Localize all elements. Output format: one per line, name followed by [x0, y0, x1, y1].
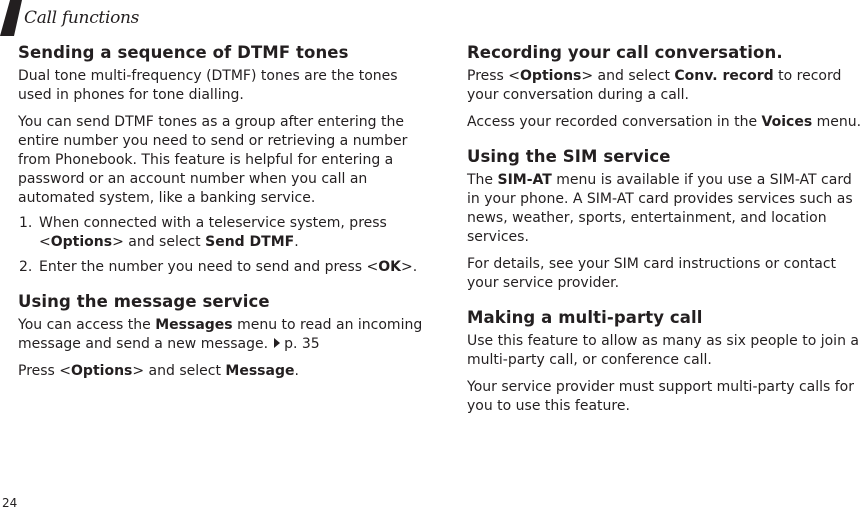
menu-message: Message — [225, 363, 295, 379]
message-text: You can access the — [18, 317, 156, 333]
menu-send-dtmf: Send DTMF — [205, 234, 295, 250]
message-text: > and select — [132, 363, 226, 379]
heading-dtmf: Sending a sequence of DTMF tones — [18, 43, 349, 62]
record-paragraph-2 — [467, 113, 867, 132]
heading-message-service: Using the message service — [18, 292, 270, 311]
sim-text: menu is available if you use a SIM-AT card in your phone. A SIM-AT card provides services such as news, weather, sports, entertainment, and location services. — [467, 172, 853, 245]
page-reference-arrow-icon — [274, 338, 280, 348]
sim-paragraph-2: For details, see your SIM card instructions or contact your service provider. — [467, 256, 837, 291]
softkey-ok: OK — [378, 259, 402, 275]
dtmf-paragraph-2: You can send DTMF tones as a group after entering the entire number you need to send or retrieving a number from Phonebook. This feature is helpful for entering a password or an account number when you call an automated system, like a banking service. — [18, 114, 408, 206]
message-paragraph-1 — [18, 316, 428, 354]
record-text: > and select — [581, 68, 675, 84]
message-text: . — [294, 363, 299, 379]
page-reference: p. 35 — [284, 336, 320, 352]
record-paragraph-1 — [467, 67, 867, 105]
menu-voices: Voices — [761, 114, 813, 130]
menu-sim-at: SIM-AT — [497, 172, 552, 188]
menu-conv-record: Conv. record — [674, 68, 774, 84]
section-title: Call functions — [24, 8, 140, 28]
step-text: >. — [401, 259, 418, 275]
dtmf-paragraph-1: Dual tone multi-frequency (DTMF) tones are the tones used in phones for tone dialling. — [18, 68, 398, 103]
step-text: > and select — [112, 234, 206, 250]
sim-text: The — [467, 172, 498, 188]
step-number: 2. — [19, 259, 33, 275]
left-column — [18, 42, 428, 381]
step-text: When connected with a teleservice system, press < — [39, 215, 387, 250]
sim-paragraph-1 — [467, 171, 867, 247]
multiparty-paragraph-2: Your service provider must support multi-party calls for you to use this feature. — [467, 379, 854, 414]
record-text: menu. — [812, 114, 862, 130]
multiparty-paragraph-1: Use this feature to allow as many as six people to join a multi-party call, or conference call. — [467, 333, 859, 368]
dtmf-step-2 — [18, 258, 428, 277]
record-text: to record your conversation during a call. — [467, 68, 842, 103]
step-text: Enter the number you need to send and press < — [39, 259, 379, 275]
record-text: Access your recorded conversation in the — [467, 114, 762, 130]
softkey-options: Options — [71, 363, 133, 379]
heading-multi-party: Making a multi-party call — [467, 308, 703, 327]
menu-messages: Messages — [155, 317, 233, 333]
message-text: menu to read an incoming message and send a new message. — [18, 317, 423, 352]
softkey-options: Options — [50, 234, 113, 250]
message-paragraph-2 — [18, 362, 428, 381]
header-bar-graphic — [0, 0, 22, 36]
message-text: Press < — [18, 363, 72, 379]
right-column — [467, 42, 867, 416]
heading-sim-service: Using the SIM service — [467, 147, 671, 166]
page-number: 24 — [2, 496, 18, 510]
softkey-options: Options — [520, 68, 582, 84]
step-number: 1. — [19, 215, 33, 231]
heading-recording: Recording your call conversation. — [467, 43, 783, 62]
step-text: . — [294, 234, 299, 250]
record-text: Press < — [467, 68, 521, 84]
dtmf-step-1 — [18, 214, 428, 252]
